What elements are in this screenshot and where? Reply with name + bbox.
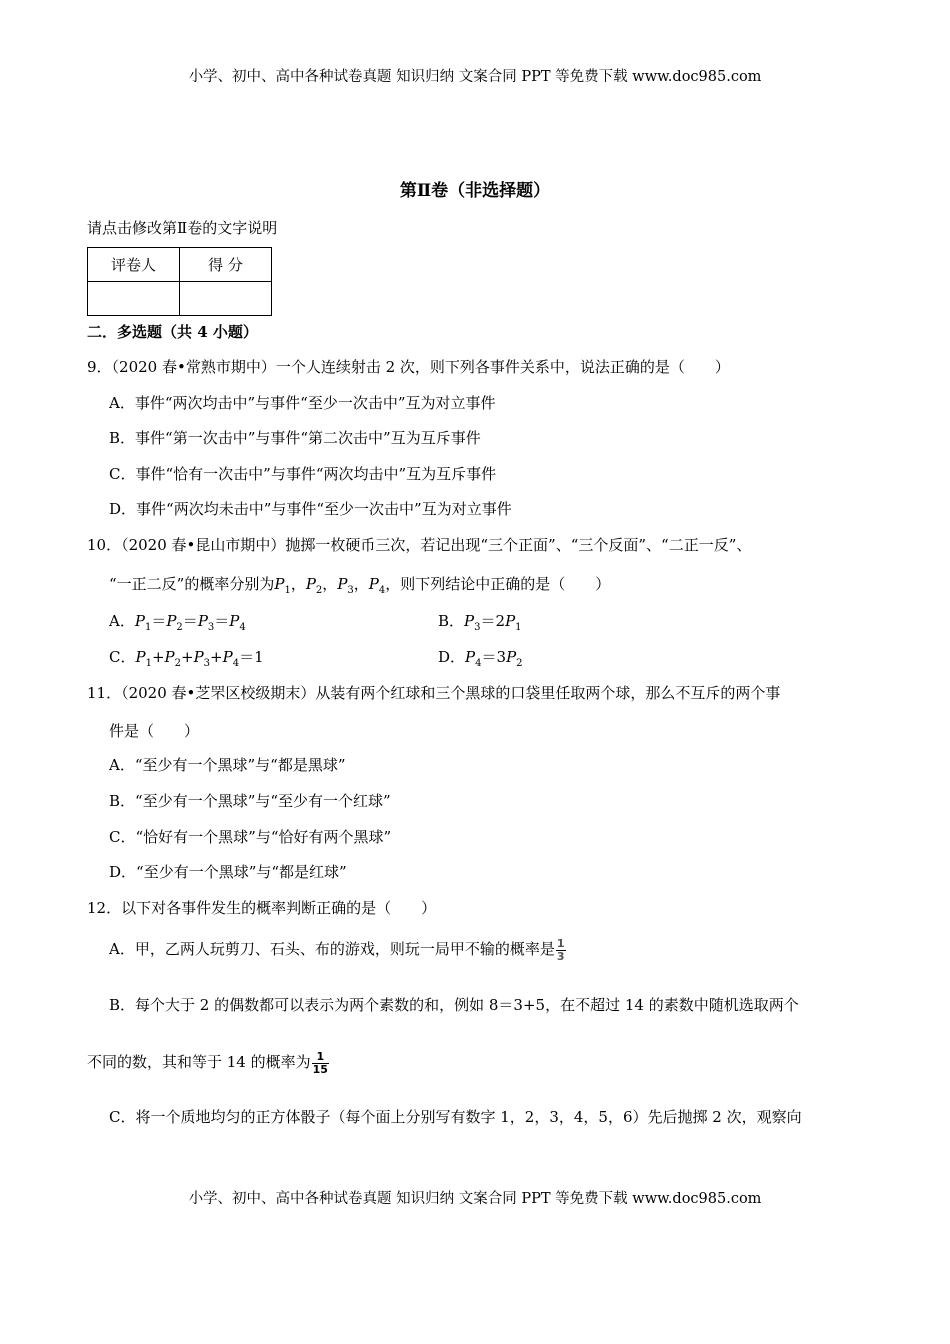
- fraction-one-third: [556, 938, 566, 962]
- subscript: 3: [474, 622, 481, 633]
- numerator: 1: [556, 937, 565, 950]
- p-symbol: P: [506, 648, 517, 666]
- p-symbol: P: [164, 648, 175, 666]
- page-title: 第Ⅱ卷（非选择题）: [399, 181, 551, 201]
- subscript: 2: [516, 658, 523, 669]
- q10-stem-line1: 10．（2020 春•昆山市期中）抛掷一枚硬币三次，若记出现“三个正面”、“三个反面”、“二正一反”、: [87, 536, 752, 554]
- q10-option-b: [438, 612, 522, 634]
- q10-stem-line2: [109, 575, 610, 597]
- page-header: 小学、初中、高中各种试卷真题 知识归纳 文案合同 PPT 等免费下载 www.doc985.com: [188, 69, 762, 85]
- q9-option-b: B．事件“第一次击中”与事件“第二次击中”互为互斥事件: [109, 429, 481, 447]
- subscript: 4: [232, 658, 240, 669]
- subscript: 4: [475, 658, 482, 669]
- subscript: 3: [207, 622, 215, 633]
- fraction-one-fifteenth: [312, 1051, 329, 1075]
- q10-option-a: [109, 612, 246, 634]
- q12-option-a: [109, 938, 566, 962]
- equals: ＝: [182, 612, 198, 630]
- denominator: 15: [312, 1062, 328, 1076]
- denominator: 3: [556, 949, 565, 963]
- subscript: 1: [284, 585, 291, 596]
- p-symbol: P: [134, 612, 145, 630]
- p-symbol: P: [166, 612, 177, 630]
- p-symbol: P: [229, 612, 240, 630]
- q11-option-b: B．“至少有一个黑球”与“至少有一个红球”: [109, 792, 391, 810]
- plus: +: [210, 648, 223, 666]
- plus: +: [151, 648, 165, 666]
- q9-option-a: A．事件“两次均击中”与事件“至少一次击中”互为对立事件: [109, 394, 496, 412]
- instruction-text: 请点击修改第Ⅱ卷的文字说明: [87, 219, 278, 237]
- subscript: 4: [239, 622, 246, 633]
- equals: ＝: [151, 612, 167, 630]
- subscript: 3: [347, 585, 354, 596]
- separator: ，: [322, 575, 338, 593]
- subscript: 1: [515, 622, 522, 633]
- value: 1: [254, 648, 264, 666]
- equals: ＝: [239, 648, 255, 666]
- p-symbol: P: [337, 575, 348, 593]
- subscript: 1: [144, 622, 152, 633]
- q12-stem: 12．以下对各事件发生的概率判断正确的是（ ）: [87, 899, 437, 917]
- coefficient: 3: [496, 648, 507, 666]
- p-symbol: P: [197, 612, 208, 630]
- q11-option-d: D．“至少有一个黑球”与“都是红球”: [109, 863, 347, 881]
- equals: ＝: [214, 612, 230, 630]
- subscript: 4: [378, 585, 386, 596]
- score-table: [87, 247, 272, 316]
- coefficient: 2: [495, 612, 506, 630]
- subscript: 2: [315, 585, 323, 596]
- q10-option-c: [109, 648, 264, 670]
- subscript: 2: [174, 658, 181, 669]
- numerator: 1: [316, 1050, 325, 1063]
- equals: ＝: [481, 648, 497, 666]
- score-table-grader-header: 评卷人: [88, 248, 180, 282]
- q12-option-b-line2-text: 不同的数，其和等于 14 的概率为: [87, 1053, 311, 1072]
- separator: ，: [290, 575, 306, 593]
- option-label: A．: [109, 612, 135, 630]
- q12-option-b-line1: B．每个大于 2 的偶数都可以表示为两个素数的和，例如 8＝3+5，在不超过 14 的素数中随机选取两个: [109, 996, 799, 1014]
- q10-stem-pre: “一正二反”的概率分别为: [109, 575, 275, 593]
- option-label: C．: [109, 648, 136, 666]
- q9-option-d: D．事件“两次均未击中”与事件“至少一次击中”互为对立事件: [109, 500, 512, 518]
- q11-stem-line1: 11．（2020 春•芝罘区校级期末）从装有两个红球和三个黑球的口袋里任取两个球，那么不互斥的两个事: [87, 684, 781, 702]
- q11-option-c: C．“恰好有一个黑球”与“恰好有两个黑球”: [109, 828, 392, 846]
- p-symbol: P: [465, 648, 476, 666]
- subscript: 1: [145, 658, 152, 669]
- section-heading: 二．多选题（共 4 小题）: [87, 323, 258, 341]
- p-symbol: P: [135, 648, 146, 666]
- score-table-score-cell: [180, 282, 272, 316]
- option-label: D．: [438, 648, 466, 666]
- p-symbol: P: [274, 575, 285, 593]
- plus: +: [181, 648, 194, 666]
- separator: ，: [353, 575, 369, 593]
- q9-option-c: C．事件“恰有一次击中”与事件“两次均击中”互为互斥事件: [109, 465, 497, 483]
- p-symbol: P: [368, 575, 379, 593]
- q11-option-a: A．“至少有一个黑球”与“都是黑球”: [109, 756, 346, 774]
- score-table-grader-cell: [88, 282, 180, 316]
- q12-option-a-text: A．甲，乙两人玩剪刀、石头、布的游戏，则玩一局甲不输的概率是: [109, 940, 555, 959]
- q12-option-b-line2: [87, 1051, 329, 1075]
- q9-stem: 9．（2020 春•常熟市期中）一个人连续射击 2 次，则下列各事件关系中，说法正确的是（ ）: [87, 358, 730, 376]
- q10-stem-post: ，则下列结论中正确的是（ ）: [385, 575, 611, 593]
- equals: ＝: [480, 612, 496, 630]
- option-label: B．: [438, 612, 465, 630]
- p-symbol: P: [505, 612, 516, 630]
- score-table-score-header: 得 分: [180, 248, 272, 282]
- subscript: 3: [203, 658, 211, 669]
- q12-option-c-line1: C．将一个质地均匀的正方体骰子（每个面上分别写有数字 1，2，3，4，5，6）先后抛掷 2 次，观察向: [109, 1108, 802, 1126]
- p-symbol: P: [464, 612, 475, 630]
- p-symbol: P: [193, 648, 204, 666]
- p-symbol: P: [305, 575, 316, 593]
- q10-option-d: [438, 648, 523, 670]
- q11-stem-line2: 件是（ ）: [109, 722, 200, 740]
- p-symbol: P: [222, 648, 233, 666]
- subscript: 2: [176, 622, 183, 633]
- page-footer: 小学、初中、高中各种试卷真题 知识归纳 文案合同 PPT 等免费下载 www.doc985.com: [188, 1191, 762, 1207]
